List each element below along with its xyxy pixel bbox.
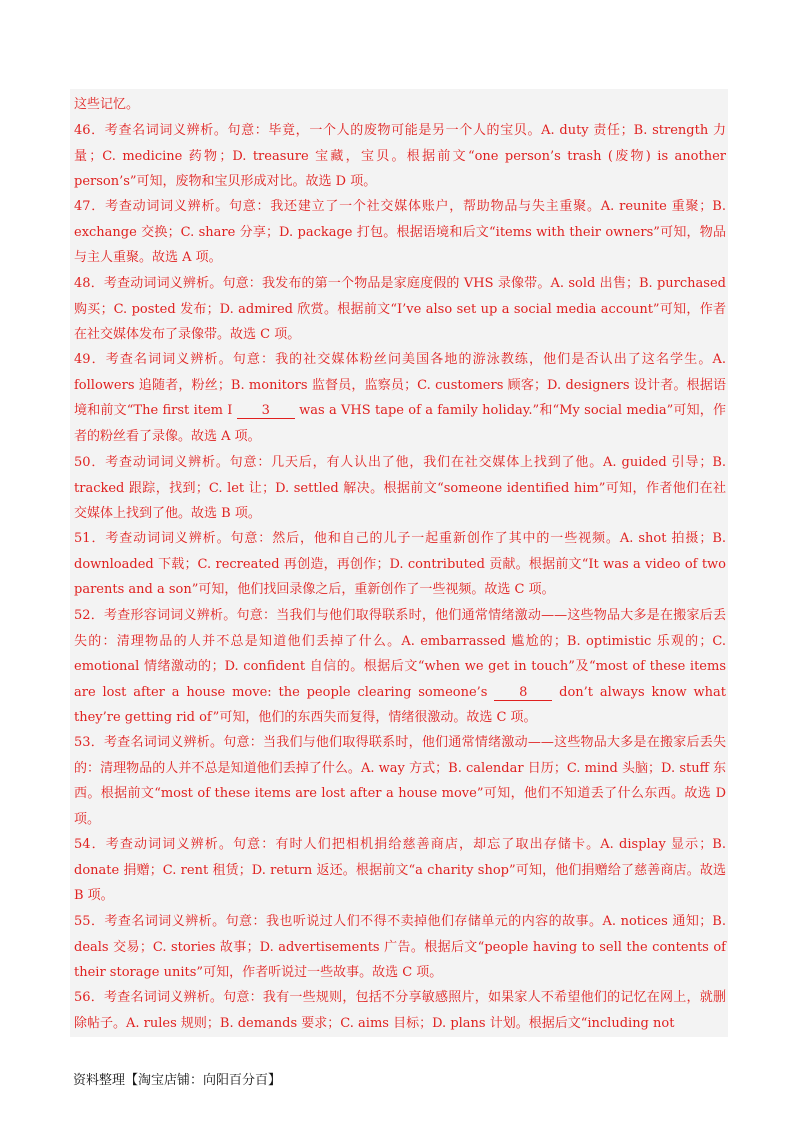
paragraph-55: 55．考查名词词义辨析。句意：我也听说过人们不得不卖掉他们存储单元的内容的故事。A. notices 通知；B. deals 交易；C. stories 故事；D. advertisements 广告。根据后文“people having to sell the contents of their storage units”可知，作者听说过一些故事。故选 C 项。 — [74, 914, 726, 980]
paragraph-51: 51．考查动词词义辨析。句意：然后，他和自己的儿子一起重新创作了其中的一些视频。A. shot 拍摄；B. downloaded 下载；C. recreated 再创造，再创作；D. contributed 贡献。根据前文“It was a video of two parents and a son”可知，他们找回录像之后，重新创作了一些视频。故选 C 项。 — [74, 531, 726, 597]
answer-explanations — [70, 89, 728, 1037]
paragraph-49-text-after: was a VHS tape of a family holiday.”和“My social media”可知，作者的粉丝看了录像。故选 A 项。 — [74, 403, 726, 444]
paragraph-49 — [74, 347, 726, 449]
paragraph-52-text-after: don’t always know what they’re getting rid of”可知，他们的东西失而复得，情绪很激动。故选 C 项。 — [74, 684, 726, 725]
blank-3: 3 — [237, 403, 295, 419]
paragraph-52 — [74, 603, 726, 731]
paragraph-52-text-before: 52．考查形容词词义辨析。句意：当我们与他们取得联系时，他们通常情绪激动——这些物品大多是在搬家后丢失的：清理物品的人并不总是知道他们丢掉了什么。A. embarrassed 尴尬的；B. optimistic 乐观的；C. emotional 情绪激动的；D. confident 自信的。根据后文“when we get in touch”及“most of these items are lost after a house move: the people clearing someone’s — [74, 608, 726, 700]
paragraph-50: 50．考查动词词义辨析。句意：几天后，有人认出了他，我们在社交媒体上找到了他。A. guided 引导；B. tracked 跟踪，找到；C. let 让；D. settled 解决。根据前文“someone identified him”可知，作者他们在社交媒体上找到了他。故选 B 项。 — [74, 455, 726, 521]
paragraph-49-text-before: 49．考查名词词义辨析。句意：我的社交媒体粉丝问美国各地的游泳教练，他们是否认出了这名学生。A. followers 追随者，粉丝；B. monitors 监督员，监察员；C. customers 顾客；D. designers 设计者。根据语境和前文“The first item I — [74, 352, 726, 418]
paragraph-56: 56．考查名词词义辨析。句意：我有一些规则，包括不分享敏感照片，如果家人不希望他们的记忆在网上，就删除帖子。A. rules 规则；B. demands 要求；C. aims 目标；D. plans 计划。根据后文“including not — [74, 990, 726, 1031]
paragraph-47: 47．考查动词词义辨析。句意：我还建立了一个社交媒体账户，帮助物品与失主重聚。A. reunite 重聚；B. exchange 交换；C. share 分享；D. package 打包。根据语境和后文“items with their owners”可知，物品与主人重聚。故选 A 项。 — [74, 199, 726, 265]
paragraph-continuation: 这些记忆。 — [74, 97, 140, 112]
paragraph-53: 53．考查名词词义辨析。句意：当我们与他们取得联系时，他们通常情绪激动——这些物品大多是在搬家后丢失的：清理物品的人并不总是知道他们丢掉了什么。A. way 方式；B. calendar 日历；C. mind 头脑；D. stuff 东西。根据前文“most of these items are lost after a house move”可知，他们不知道丢了什么东西。故选 D 项。 — [74, 735, 726, 827]
footer-source-note: 资料整理【淘宝店铺：向阳百分百】 — [73, 1073, 282, 1088]
paragraph-54: 54．考查动词词义辨析。句意：有时人们把相机捐给慈善商店，却忘了取出存储卡。A. display 显示；B. donate 捐赠；C. rent 租赁；D. return 返还。根据前文“a charity shop”可知，他们捐赠给了慈善商店。故选 B 项。 — [74, 837, 726, 903]
paragraph-48: 48．考查动词词义辨析。句意：我发布的第一个物品是家庭度假的 VHS 录像带。A. sold 出售；B. purchased 购买；C. posted 发布；D. admired 欣赏。根据前文“I’ve also set up a social media account”可知，作者在社交媒体发布了录像带。故选 C 项。 — [74, 276, 726, 342]
paragraph-46: 46．考查名词词义辨析。句意：毕竟，一个人的废物可能是另一个人的宝贝。A. duty 责任；B. strength 力量；C. medicine 药物；D. treasure 宝藏，宝贝。根据前文“one person’s trash (废物) is another person’s”可知，废物和宝贝形成对比。故选 D 项。 — [74, 123, 726, 189]
blank-8: 8 — [494, 685, 552, 701]
